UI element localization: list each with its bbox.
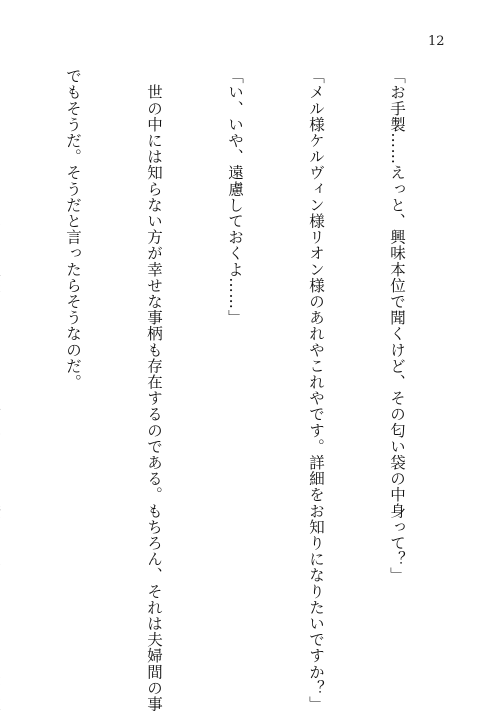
vertical-text-body — [0, 68, 464, 712]
text-line: 「メル様ケルヴィン様リオン様のあれやこれやです。詳細をお知りになりたいですか？」 — [307, 68, 325, 712]
page-number: 12 — [428, 34, 445, 49]
text-line: でもそうだ。そうだと言ったらそうなのだ。 — [64, 68, 82, 390]
text-line: 「い、いや、遠慮しておくよ……」 — [226, 68, 244, 326]
text-line — [0, 68, 5, 658]
text-line: 「お手製……えっと、興味本位で聞くけど、その匂い袋の中身って？」 — [388, 68, 406, 584]
text-line: 世の中には知らない方が幸せな事柄も存在するのである。もちろん、それは夫婦間の事 — [145, 68, 163, 712]
